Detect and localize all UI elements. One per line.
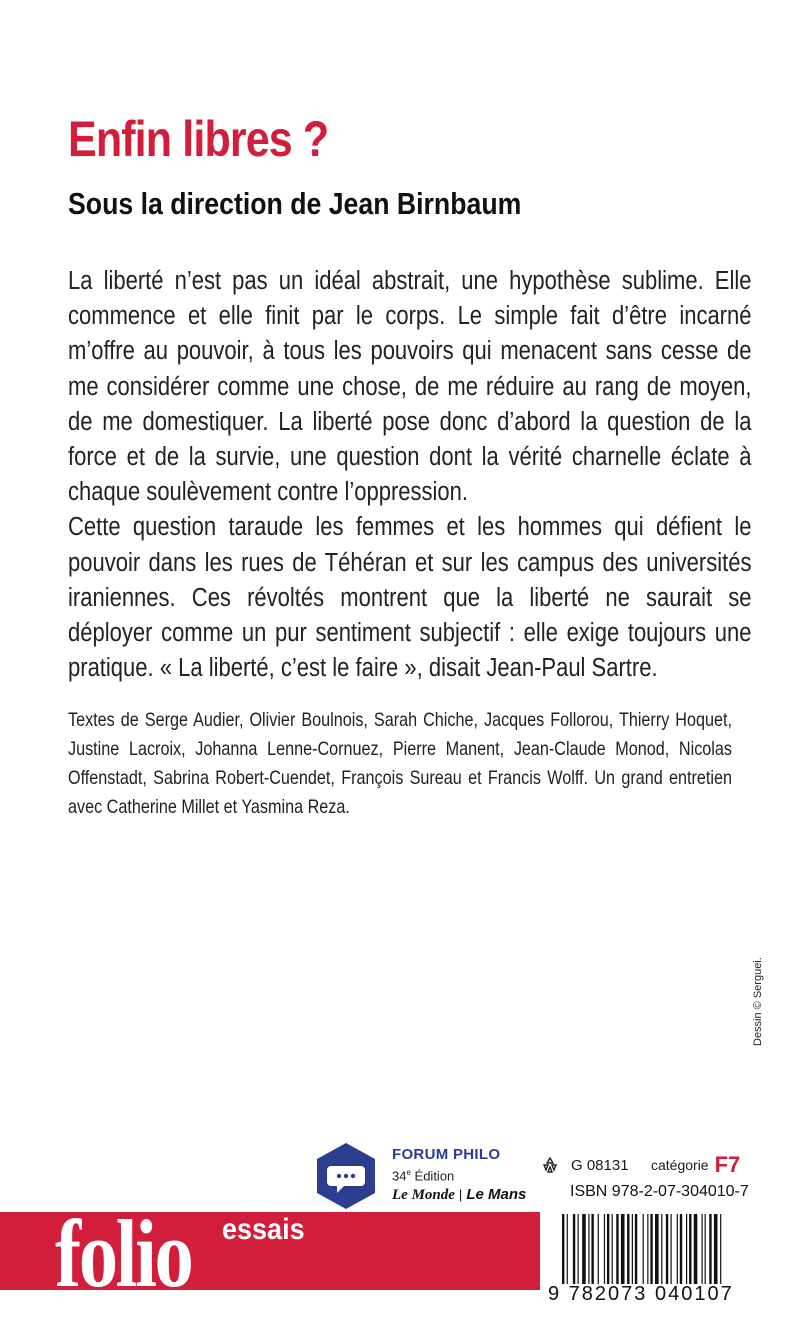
barcode-bar [714,1214,718,1284]
barcode-bar [686,1214,687,1284]
partner-le-mans: Le Mans [466,1186,527,1204]
barcode-bar [689,1214,691,1284]
barcode-bar [650,1214,652,1284]
partner-le-monde: Le Monde [392,1187,455,1204]
edition-word: Édition [410,1168,455,1184]
barcode-bar [607,1214,609,1284]
barcode-bar [702,1214,703,1284]
barcode-number: 9 782073 040107 [548,1283,734,1305]
barcode-bar [655,1214,659,1284]
barcode-bar [591,1214,593,1284]
isbn: ISBN 978-2-07-304010-7 [570,1183,749,1200]
blurb-paragraph-2: Cette question taraude les femmes et les hommes qui défient le pouvoir dans les rues de Téhéran et sur les campus des universités iraniennes. Ces révoltés montrent que la liberté ne saurait se déployer comme un pur sentiment subjectif : elle exige toujours une pratique. « La liberté, c’est le faire », disait Jean-Paul Sartre. [68,513,752,683]
barcode-bar [647,1214,648,1284]
folio-logo: folio [55,1200,192,1307]
barcode-bar [604,1214,605,1284]
barcode-bar [705,1214,706,1284]
blurb [68,264,751,686]
product-code: G 08131 [571,1156,629,1174]
barcode-bar [680,1214,682,1284]
blurb-paragraph-1: La liberté n’est pas un idéal abstrait, une hypothèse sublime. Elle commence et elle finit par le corps. Le simple fait d’être incarné m’offre au pouvoir, à tous les pouvoirs qui menacent sans cesse de me considérer comme une chose, de me réduire au rang de moyen, de me domestiquer. La liberté pose donc d’abord la question de la force et de la survie, une question dont la vérité charnelle éclate à chaque soulèvement contre l’oppression. [68,267,752,507]
barcode-bar [627,1214,629,1284]
forum-philo-block [392,1146,542,1205]
barcode-bar [573,1214,575,1284]
barcode-bar [621,1214,625,1284]
barcode-bar [612,1214,613,1284]
barcode-bar [598,1214,599,1284]
contributors-list: Textes de Serge Audier, Olivier Boulnois, Sarah Chiche, Jacques Follorou, Thierry Hoquet, Justine Lacroix, Johanna Lenne-Cornuez, Pierre Manent, Jean-Claude Monod, Nicolas Offenstadt, Sabrina Robert-Cuendet, François Sureau et Francis Wolff. Un grand entretien avec Catherine Millet et Yasmina Reza. [68,709,732,818]
edition-number: 34 [392,1168,407,1184]
barcode-bar [677,1214,678,1284]
illustration-credit: Dessin © Serguei. [752,957,764,1046]
book-title: Enfin libres ? [68,111,329,167]
speech-bubble-icon [314,1141,378,1211]
barcode-bar [588,1214,589,1284]
gallimard-logo-icon [541,1156,559,1174]
barcode-bar [562,1214,564,1284]
forum-partners [392,1185,542,1205]
barcode-bar [616,1214,618,1284]
barcode-bar [635,1214,637,1284]
barcode-bar [671,1214,672,1284]
barcode-bar [578,1214,579,1284]
forum-edition [392,1164,542,1185]
barcode [560,1214,780,1284]
editor-line: Sous la direction de Jean Birnbaum [68,186,522,221]
barcode-bar [661,1214,662,1284]
essais-label: essais [222,1213,305,1246]
forum-title: FORUM PHILO [392,1146,501,1163]
barcode-bar [567,1214,568,1284]
category-value: F7 [714,1152,741,1177]
edition-superscript: e [406,1168,411,1177]
partner-separator: | [458,1187,463,1203]
barcode-bar [720,1214,721,1284]
barcode-bar [632,1214,633,1284]
barcode-bar [694,1214,698,1284]
barcode-bar [709,1214,711,1284]
product-code-row [541,1152,771,1178]
category-label: catégorie [651,1157,709,1173]
barcode-bar [643,1214,644,1284]
barcode-bar [582,1214,586,1284]
barcode-bar [666,1214,668,1284]
